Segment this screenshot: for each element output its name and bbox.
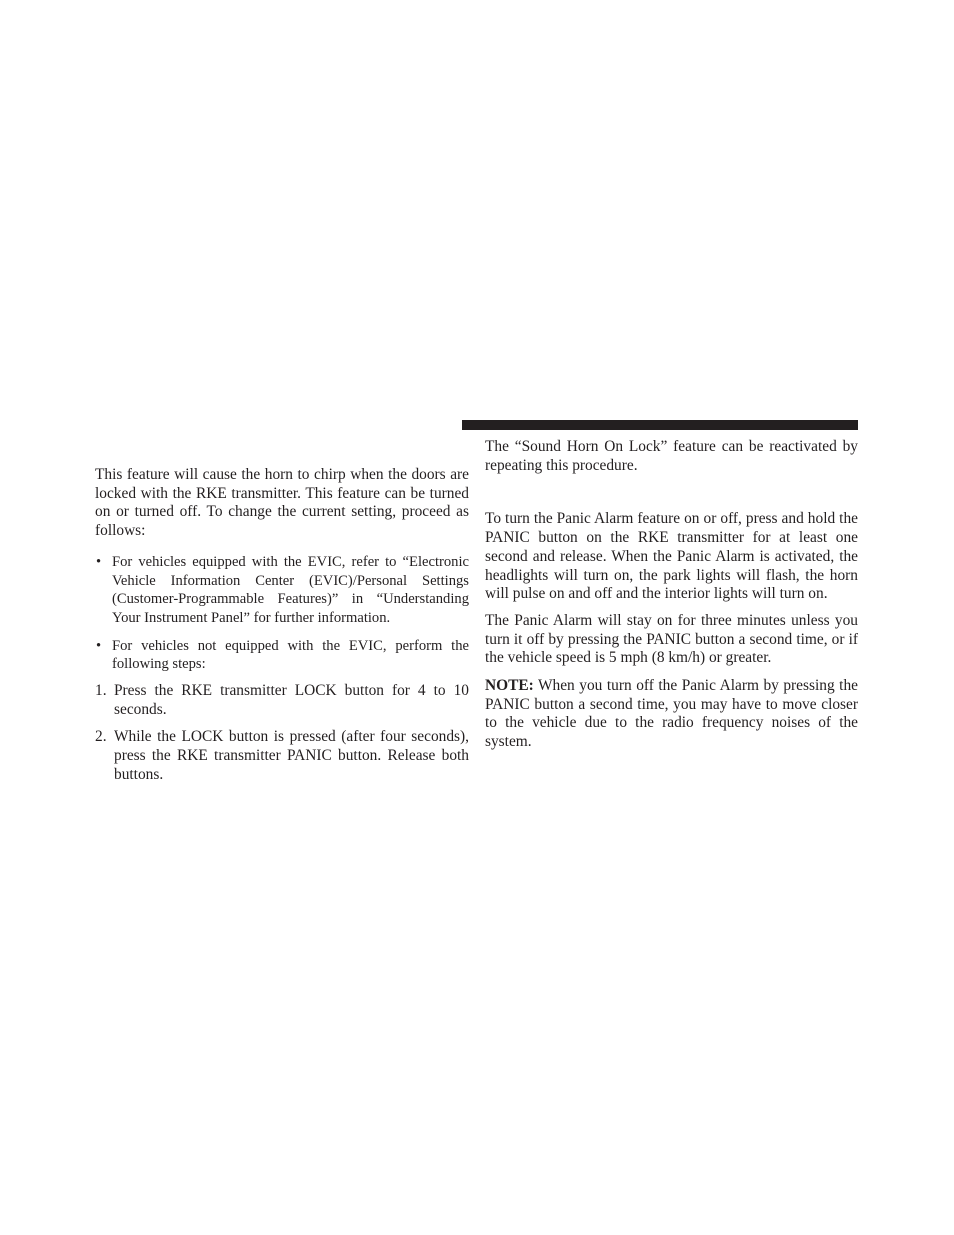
bullet-marker: • <box>96 553 102 570</box>
note-paragraph <box>485 677 858 752</box>
reactivate-paragraph: The “Sound Horn On Lock” feature can be reactivated by repeating this procedure. <box>485 438 858 474</box>
bullet-text: For vehicles equipped with the EVIC, refer to “Electronic Vehicle Information Center (EVIC)/Personal Settings (Customer-Programmable Features)” in “Understanding Your Instrument Panel” for further information. <box>112 553 469 626</box>
left-column <box>95 466 469 785</box>
step-list <box>95 682 469 785</box>
bullet-item-evic-equipped <box>95 553 469 628</box>
step-number: 2. <box>95 728 107 746</box>
section-header-bar <box>462 420 858 430</box>
panic-alarm-intro-paragraph: To turn the Panic Alarm feature on or off, press and hold the PANIC button on the RKE transmitter for at least one second and release. When the Panic Alarm is activated, the headlights will turn on, the park lights will flash, the horn will pulse on and off and the interior lights will turn on. <box>485 510 858 603</box>
note-text: When you turn off the Panic Alarm by pressing the PANIC button a second time, you may have to move closer to the vehicle due to the radio frequency noises of the system. <box>485 677 858 751</box>
note-label: NOTE: <box>485 677 534 695</box>
step-item-1 <box>95 682 469 719</box>
step-text: Press the RKE transmitter LOCK button for 4 to 10 seconds. <box>114 682 469 718</box>
horn-chirp-intro-paragraph: This feature will cause the horn to chirp when the doors are locked with the RKE transmitter. This feature can be turned on or turned off. To change the current setting, proceed as follows: <box>95 466 469 540</box>
step-text: While the LOCK button is pressed (after four seconds), press the RKE transmitter PANIC button. Release both buttons. <box>114 728 469 783</box>
step-number: 1. <box>95 682 107 700</box>
right-column <box>485 438 858 752</box>
bullet-marker: • <box>96 637 102 654</box>
step-item-2 <box>95 728 469 784</box>
bullet-list <box>95 553 469 674</box>
bullet-item-evic-not-equipped <box>95 637 469 674</box>
bullet-text: For vehicles not equipped with the EVIC, perform the following steps: <box>112 637 469 673</box>
panic-alarm-duration-paragraph: The Panic Alarm will stay on for three minutes unless you turn it off by pressing the PANIC button a second time, or if the vehicle speed is 5 mph (8 km/h) or greater. <box>485 611 858 667</box>
